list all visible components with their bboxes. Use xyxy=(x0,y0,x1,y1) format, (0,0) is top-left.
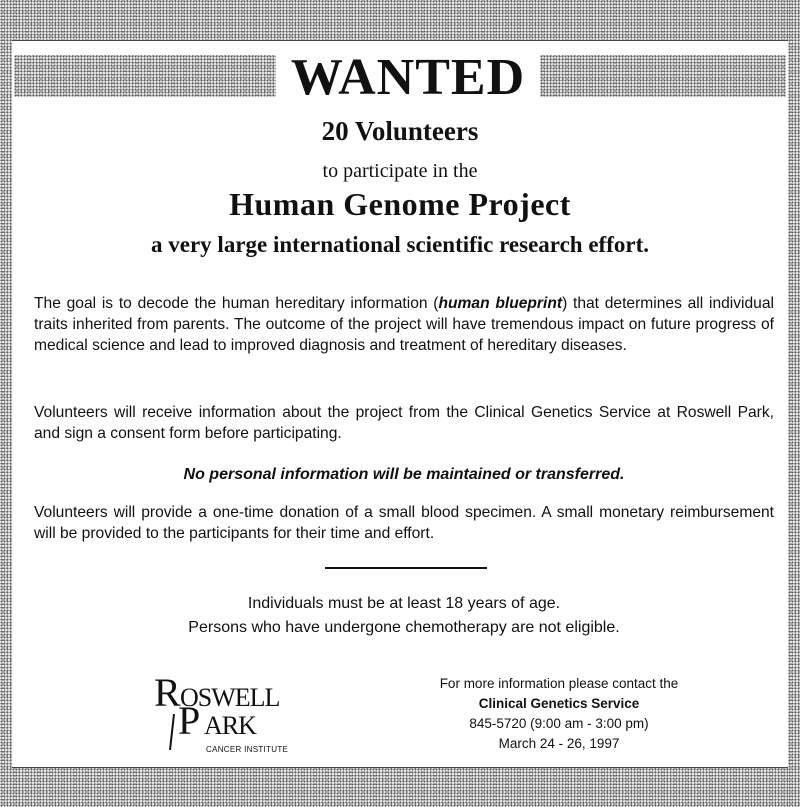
donation-paragraph: Volunteers will provide a one-time donation of a small blood specimen. A small monetary reimbursement will be provided to the participants for their time and effort. xyxy=(34,504,774,542)
contact-intro: For more information please contact the xyxy=(439,676,679,691)
goal-text-start: The goal is to decode the human hereditary information ( xyxy=(34,295,439,312)
volunteers-count: 20 Volunteers xyxy=(321,116,479,146)
logo-letter-p: P xyxy=(178,698,201,743)
info-paragraph: Volunteers will receive information about the project from the Clinical Genetics Service at Roswell Park, and sign a consent form before participating. xyxy=(34,404,774,442)
halftone-border-left xyxy=(0,0,12,807)
eligibility-chemo: Persons who have undergone chemotherapy are not eligible. xyxy=(188,619,620,636)
contact-phone: 845-5720 (9:00 am - 3:00 pm) xyxy=(469,716,649,731)
participate-text: to participate in the xyxy=(322,160,478,182)
headline-band-right xyxy=(540,55,786,97)
goal-emphasis: human blueprint xyxy=(438,295,563,312)
contact-service: Clinical Genetics Service xyxy=(478,696,640,711)
project-name: Human Genome Project xyxy=(229,186,571,222)
logo-ark: ARK xyxy=(204,711,256,740)
logo-oswell: OSWELL xyxy=(180,683,280,712)
halftone-border-bottom xyxy=(0,768,800,807)
goal-paragraph xyxy=(34,293,774,356)
privacy-note: No personal information will be maintained or transferred. xyxy=(183,466,625,483)
halftone-border-top xyxy=(0,0,800,40)
headline-band-left xyxy=(14,55,276,97)
contact-dates: March 24 - 26, 1997 xyxy=(498,736,620,751)
logo-subtitle: CANCER INSTITUTE xyxy=(206,745,289,754)
divider xyxy=(325,567,487,569)
headline-wanted: WANTED xyxy=(290,49,526,106)
logo-letter-r: R xyxy=(154,672,181,715)
roswell-park-logo xyxy=(150,672,350,762)
halftone-border-right xyxy=(788,0,800,807)
effort-description: a very large international scientific research effort. xyxy=(151,232,649,257)
contact-block xyxy=(398,674,720,754)
goal-text-end: ) that determines all individual traits inherited from parents. The outcome of the project will have tremendous impact on future progress of medical science and lead to improved diagnosis and treatment of hereditary diseases. xyxy=(34,295,774,354)
eligibility-age: Individuals must be at least 18 years of age. xyxy=(247,595,561,612)
logo-stroke xyxy=(170,714,174,750)
